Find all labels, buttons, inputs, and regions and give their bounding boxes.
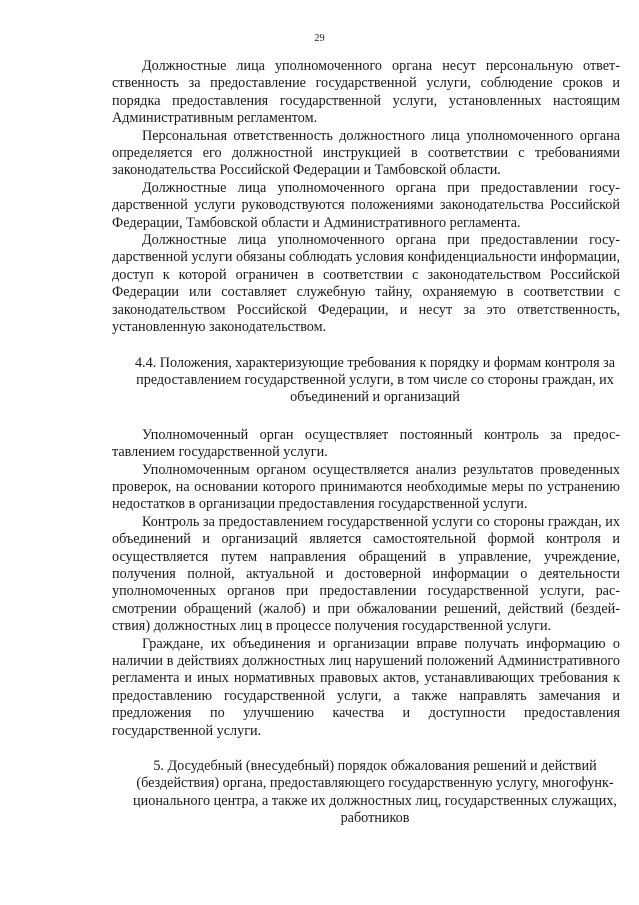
- spacer: [112, 337, 620, 355]
- spacer: [112, 407, 620, 427]
- section-heading-5: 5. Досудебный (внесудебный) порядок обжалования решений и действий (бездействия) органа, предоставляющего государственную услугу, многофункционального центра, а также их должностных лиц, государственных служащих, работников: [133, 758, 617, 827]
- paragraph-confidentiality: Должностные лица уполномоченного органа при предоставлении государственной услуги обязаны соблюдать условия конфиденциальности информации, доступ к которой ограничен в соответствии с законодательством Российской Федерации или составляет служебную тайну, охраняемую в соответствии с законодательством Российской Федерации, и несут за это ответственность, установленную законодательством.: [112, 232, 620, 336]
- spacer: [112, 740, 620, 758]
- paragraph-guidance: Должностные лица уполномоченного органа при предоставлении государственной услуги руководствуются положениями законодательства Российской Федерации, Тамбовской области и Административного регламента.: [112, 179, 620, 231]
- document-body: [112, 58, 620, 828]
- section-heading-4-4: 4.4. Положения, характеризующие требования к порядку и формам контроля за предоставлением государственной услуги, в том числе со стороны граждан, их объединений и организаций: [134, 354, 616, 406]
- paragraph-citizen-rights: Граждане, их объединения и организации вправе получать информацию о наличии в действиях должностных лиц нарушений положений Административного регламента и иных нормативных правовых актов, устанавливающих требования к предоставлению государственной услуги, а также направлять замечания и предложения по улучшению качества и доступности предоставления государственной услуги.: [112, 635, 620, 739]
- paragraph-analysis: Уполномоченным органом осуществляется анализ результатов проведенных проверок, на основании которого принимаются необходимые меры по устранению недостатков в организации предоставления государственной услуги.: [112, 461, 620, 513]
- paragraph-citizen-control: Контроль за предоставлением государственной услуги со стороны граждан, их объединений и организаций является самостоятельной формой контроля и осуществляется путем направления обращений в управление, учреждение, получения полной, актуальной и достоверной информации о деятельности уполномоченных органов при предоставлении государственной услуги, рассмотрении обращений (жалоб) и при обжаловании решений, действий (бездействия) должностных лиц в процессе получения государственной услуги.: [112, 513, 620, 635]
- paragraph-personal-responsibility: Персональная ответственность должностного лица уполномоченного органа определяется его должностной инструкцией в соответствии с требованиями законодательства Российской Федерации и Тамбовской области.: [112, 127, 620, 179]
- paragraph-constant-control: Уполномоченный орган осуществляет постоянный контроль за предоставлением государственной услуги.: [112, 426, 620, 461]
- page-number: 29: [314, 33, 325, 44]
- paragraph-responsibility: Должностные лица уполномоченного органа несут персональную ответственность за предоставление государственной услуги, соблюдение сроков и порядка предоставления государственной услуги, установленных настоящим Административным регламентом.: [112, 58, 620, 127]
